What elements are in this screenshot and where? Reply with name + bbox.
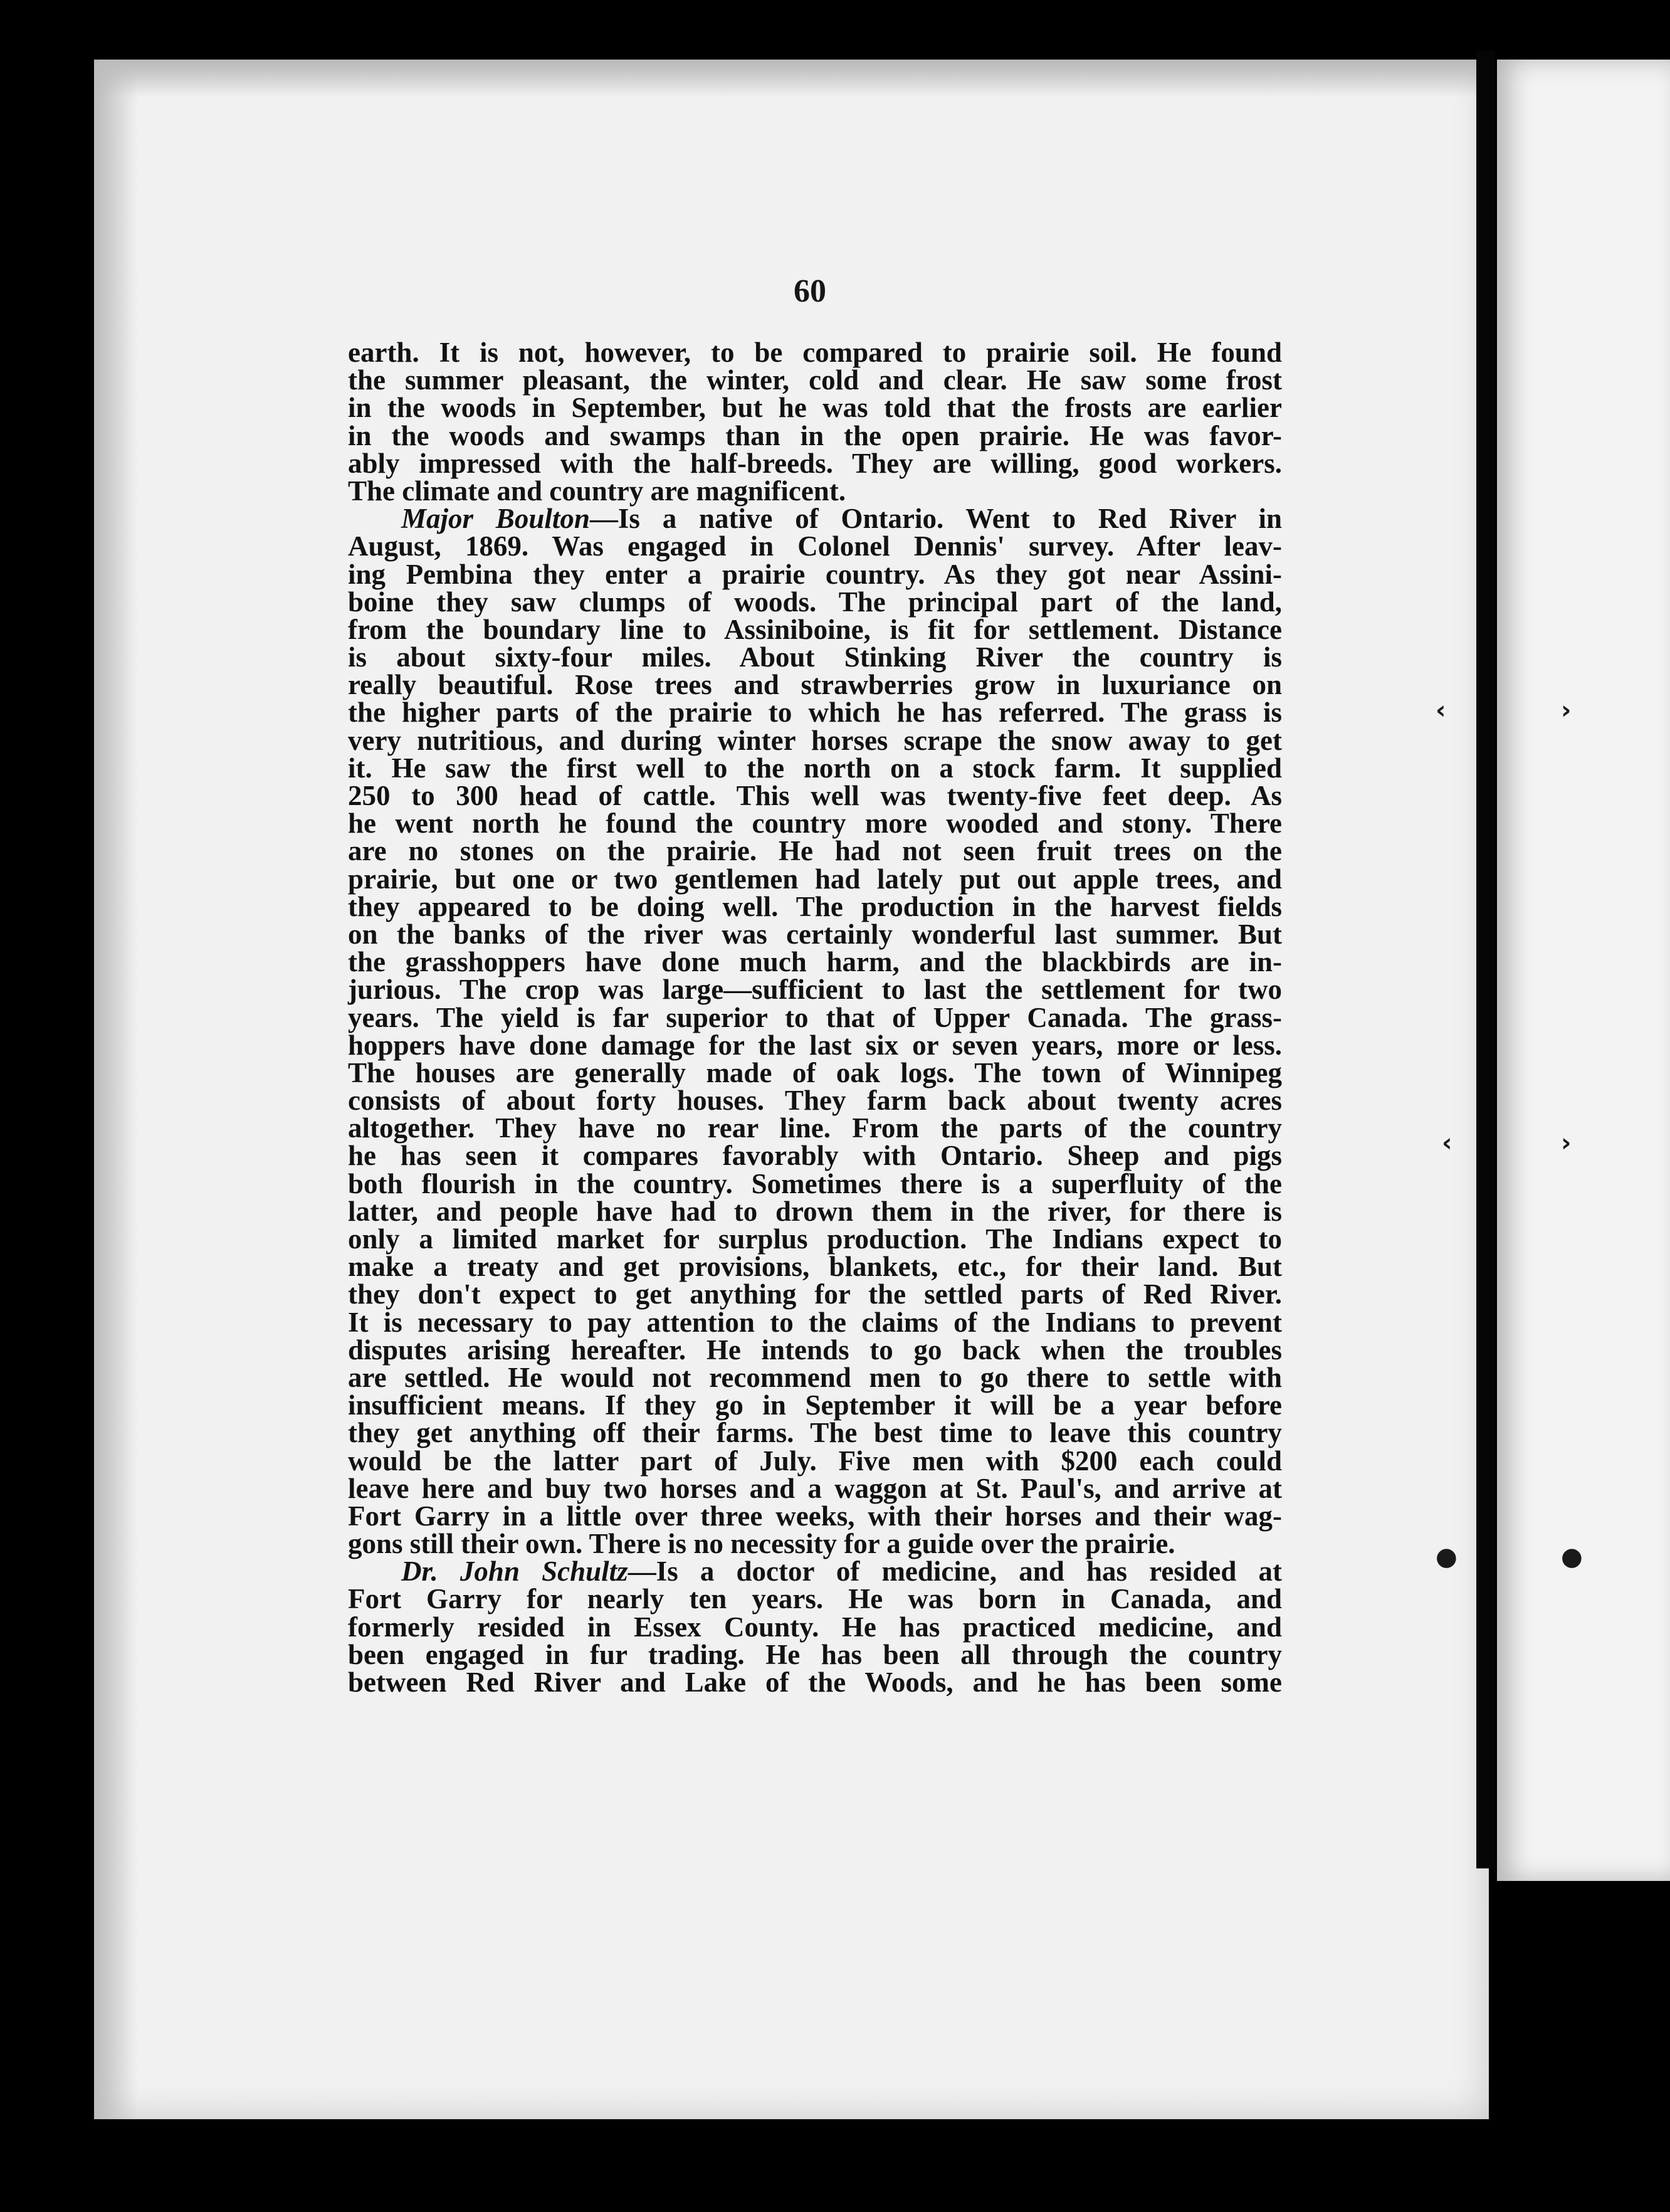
line-text: ably impressed with the half-breeds. They are willing, good workers. (348, 447, 1282, 479)
text-line (348, 724, 1282, 756)
scan-mark: ‹ (1442, 1129, 1452, 1157)
scan-mark: › (1561, 696, 1572, 725)
line-text: formerly resided in Essex County. He has practiced medicine, and (348, 1611, 1282, 1643)
text-line (348, 808, 1282, 840)
scan-mark: › (1561, 1129, 1572, 1157)
page-gutter (1476, 50, 1495, 1868)
line-text: prairie, but one or two gentlemen had lately put out apple trees, and (348, 863, 1282, 895)
line-text: consists of about forty houses. They farm back about twenty acres (348, 1085, 1282, 1117)
line-text: the higher parts of the prairie to which he has referred. The grass is (348, 697, 1282, 729)
line-text: —Is a native of Ontario. Went to Red River in (589, 503, 1282, 535)
text-line (348, 974, 1282, 1006)
text-line (348, 588, 1282, 616)
body-text (348, 339, 1282, 1696)
line-text: it. He saw the first well to the north on a stock farm. It supplied (348, 752, 1282, 784)
person-name: Major Boulton (401, 503, 590, 535)
line-text: insufficient means. If they go in September it will be a year before (348, 1389, 1282, 1421)
line-text: latter, and people have had to drown them in the river, for there is (348, 1195, 1282, 1227)
text-line (348, 1391, 1282, 1419)
line-text: are no stones on the prairie. He had not seen fruit trees on the (348, 835, 1282, 867)
line-text: is about sixty-four miles. About Stinking River the country is (348, 641, 1282, 673)
text-line (348, 1195, 1282, 1227)
line-text: between Red River and Lake of the Woods, and he has been some (348, 1667, 1282, 1698)
line-text: in the woods in September, but he was told that the frosts are earlier (348, 392, 1282, 424)
line-text: they get anything off their farms. The best time to leave this country (348, 1417, 1282, 1449)
text-line (348, 1585, 1282, 1613)
text-line (348, 1085, 1282, 1117)
text-line (348, 1031, 1282, 1059)
text-line (348, 1668, 1282, 1696)
text-line (348, 1056, 1282, 1088)
line-text: ing Pembina they enter a prairie country. As they got near Assini- (348, 558, 1282, 590)
text-line (348, 1417, 1282, 1449)
text-line (348, 366, 1282, 394)
line-text: boine they saw clumps of woods. The principal part of the land, (348, 586, 1282, 618)
line-text: Fort Garry in a little over three weeks, with their horses and their wag- (348, 1500, 1282, 1532)
line-text: disputes arising hereafter. He intends to go back when the troubles (348, 1334, 1282, 1366)
text-line (348, 1280, 1282, 1308)
text-line (348, 697, 1282, 729)
text-line (348, 1638, 1282, 1670)
text-line (348, 1502, 1282, 1530)
line-text: hoppers have done damage for the last six or seven years, more or less. (348, 1029, 1282, 1061)
text-line (348, 1472, 1282, 1504)
line-text: August, 1869. Was engaged in Colonel Dennis' survey. After leav- (348, 530, 1282, 562)
text-line (348, 890, 1282, 922)
adjacent-page-edge (1497, 60, 1670, 1881)
line-text: would be the latter part of July. Five men with $200 each could (348, 1445, 1282, 1477)
line-text: he went north he found the country more wooded and stony. There (348, 808, 1282, 840)
text-line (348, 392, 1282, 424)
text-line (348, 948, 1282, 976)
line-text: only a limited market for surplus production. The Indians expect to (348, 1223, 1282, 1255)
line-text: the summer pleasant, the winter, cold and clear. He saw some frost (348, 364, 1282, 396)
text-line (348, 1361, 1282, 1393)
line-text: earth. It is not, however, to be compared to prairie soil. He found (348, 337, 1282, 368)
text-line (348, 669, 1282, 701)
line-text: they don't expect to get anything for the settled parts of Red River. (348, 1278, 1282, 1310)
scan-mark: ‹ (1436, 696, 1446, 725)
line-text: the grasshoppers have done much harm, and the blackbirds are in- (348, 946, 1282, 978)
text-line (348, 754, 1282, 782)
text-line (348, 1167, 1282, 1199)
text-line (348, 1447, 1282, 1475)
text-line (348, 613, 1282, 645)
text-line (348, 865, 1282, 893)
text-line (348, 339, 1282, 366)
line-text: are settled. He would not recommend men to go there to settle with (348, 1361, 1282, 1393)
line-text: It is necessary to pay attention to the claims of the Indians to prevent (348, 1306, 1282, 1338)
text-line (348, 558, 1282, 590)
line-text: leave here and buy two horses and a waggon at St. Paul's, and arrive at (348, 1472, 1282, 1504)
text-line (348, 1251, 1282, 1283)
scan-mark: ● (1436, 1542, 1457, 1571)
text-line (348, 1001, 1282, 1033)
line-text: they appeared to be doing well. The production in the harvest fields (348, 890, 1282, 922)
page-number: 60 (794, 273, 826, 309)
line-text: on the banks of the river was certainly wonderful last summer. But (348, 918, 1282, 950)
line-text: jurious. The crop was large—sufficient to last the settlement for two (348, 974, 1282, 1006)
text-line (348, 419, 1282, 451)
line-text: The houses are generally made of oak logs. The town of Winnipeg (348, 1056, 1282, 1088)
text-line (348, 532, 1282, 560)
text-line (348, 1140, 1282, 1172)
text-line (348, 477, 1282, 505)
line-text: been engaged in fur trading. He has been all through the country (348, 1638, 1282, 1670)
line-text: from the boundary line to Assiniboine, is fit for settlement. Distance (348, 613, 1282, 645)
text-line (348, 837, 1282, 865)
line-text: in the woods and swamps than in the open prairie. He was favor- (348, 419, 1282, 451)
text-line (348, 643, 1282, 671)
text-line (348, 920, 1282, 948)
line-text: very nutritious, and during winter horses scrape the snow away to get (348, 724, 1282, 756)
line-text: altogether. They have no rear line. From the parts of the country (348, 1112, 1282, 1144)
line-text: really beautiful. Rose trees and strawberries grow in luxuriance on (348, 669, 1282, 701)
text-line (348, 1336, 1282, 1364)
text-line (348, 1114, 1282, 1142)
line-text: he has seen it compares favorably with Ontario. Sheep and pigs (348, 1140, 1282, 1172)
line-text: 250 to 300 head of cattle. This well was twenty-five feet deep. As (348, 780, 1282, 811)
line-text: Fort Garry for nearly ten years. He was born in Canada, and (348, 1583, 1282, 1615)
line-text: years. The yield is far superior to that of Upper Canada. The grass- (348, 1001, 1282, 1033)
line-text: gons still their own. There is no necessity for a guide over the prairie. (348, 1528, 1175, 1560)
scan-mark: ● (1561, 1542, 1583, 1571)
text-line (348, 447, 1282, 479)
text-line (348, 1225, 1282, 1253)
person-name: Dr. John Schultz (401, 1556, 628, 1588)
text-line (348, 782, 1282, 809)
text-line (348, 1528, 1282, 1560)
line-text: The climate and country are magnificent. (348, 475, 846, 507)
paragraph-start-line (348, 503, 1282, 535)
text-line (348, 1306, 1282, 1338)
text-line (348, 1613, 1282, 1641)
line-text: both flourish in the country. Sometimes there is a superfluity of the (348, 1167, 1282, 1199)
paragraph-start-line (348, 1556, 1282, 1588)
line-text: —Is a doctor of medicine, and has resided at (628, 1556, 1282, 1588)
line-text: make a treaty and get provisions, blankets, etc., for their land. But (348, 1251, 1282, 1283)
